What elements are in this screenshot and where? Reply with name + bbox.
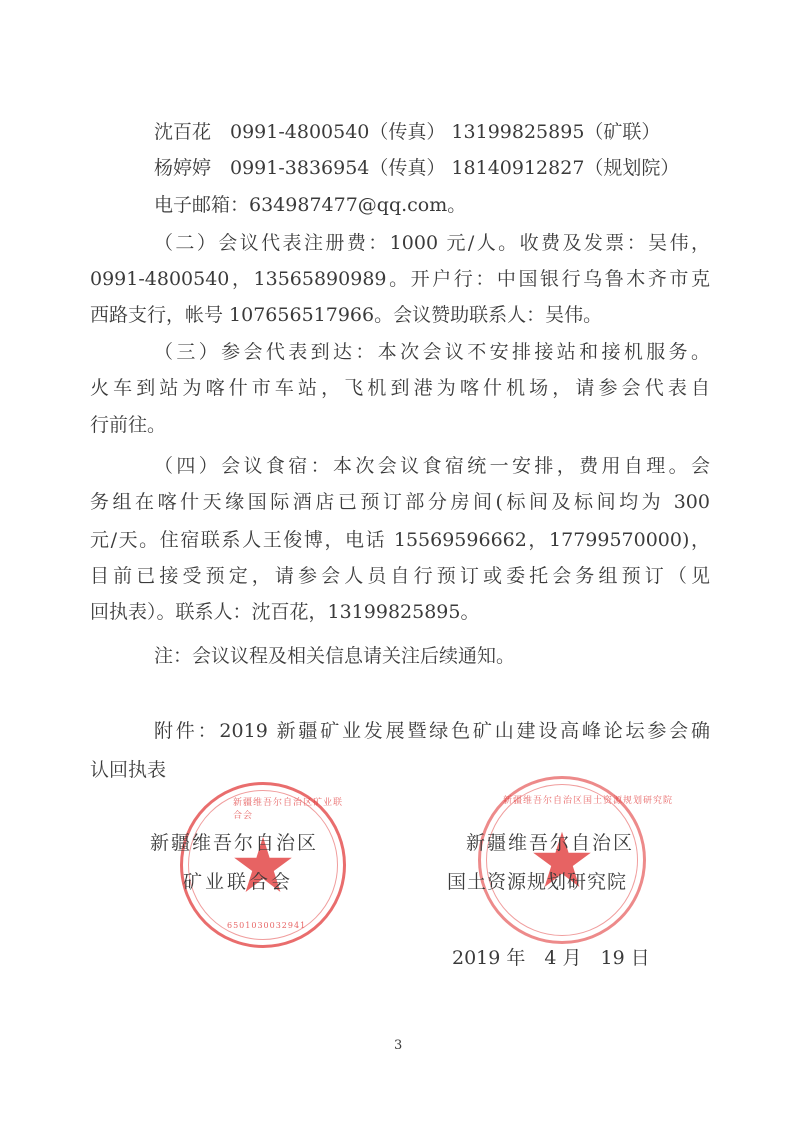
- signatory-left-line1: 新疆维吾尔自治区: [150, 832, 319, 854]
- section4-line: 回执表）。联系人：沈百花，13199825895。: [90, 601, 480, 623]
- section4-line: 目前已接受预定，请参会人员自行预订或委托会务组预订（见: [90, 565, 710, 587]
- signatory-left-line2: 矿业联合会: [183, 871, 294, 893]
- seal-text: 新疆维吾尔自治区国土资源规划研究院: [503, 796, 674, 806]
- document-date: 2019 年 4 月 19 日: [452, 947, 650, 969]
- signatory-right-line1: 新疆维吾尔自治区: [466, 832, 635, 854]
- section4-line: 元/天。住宿联系人王俊博，电话 15569596662，17799570000)，: [90, 529, 710, 551]
- left-official-seal: [180, 782, 346, 948]
- section2-line: 0991-4800540，13565890989。开户行：中国银行乌鲁木齐市克: [90, 268, 710, 290]
- section2-line: （二）会议代表注册费：1000 元/人。收费及发票：吴伟，: [154, 232, 710, 254]
- section3-line: 行前往。: [90, 414, 167, 436]
- page-number: 3: [394, 1038, 403, 1053]
- section4-line: 务组在喀什天缘国际酒店已预订部分房间(标间及标间均为 300: [90, 491, 710, 513]
- email-line: 电子邮箱：634987477@qq.com。: [154, 194, 467, 216]
- note: 注：会议议程及相关信息请关注后续通知。: [154, 645, 516, 667]
- attachment-line: 认回执表: [90, 759, 167, 781]
- attachment-line: 附件：2019 新疆矿业发展暨绿色矿山建设高峰论坛参会确: [154, 720, 710, 742]
- seal-text: 新疆维吾尔自治区矿业联合会: [233, 798, 344, 821]
- contact-line: 沈百花 0991-4800540（传真） 13199825895（矿联）: [154, 121, 661, 143]
- signatory-right-line2: 国土资源规划研究院: [447, 871, 628, 893]
- section3-line: 火车到站为喀什市车站，飞机到港为喀什机场，请参会代表自: [90, 377, 710, 399]
- section3-line: （三）参会代表到达：本次会议不安排接站和接机服务。: [154, 341, 710, 363]
- contact-line: 杨婷婷 0991-3836954（传真） 18140912827（规划院）: [154, 157, 680, 179]
- seal-number: 6501030032941: [227, 921, 307, 930]
- section2-line: 西路支行，帐号 10765651796​6。会议赞助联系人：吴伟。: [90, 304, 603, 326]
- right-official-seal: [478, 776, 674, 944]
- section4-line: （四）会议食宿：本次会议食宿统一安排，费用自理。会: [154, 455, 710, 477]
